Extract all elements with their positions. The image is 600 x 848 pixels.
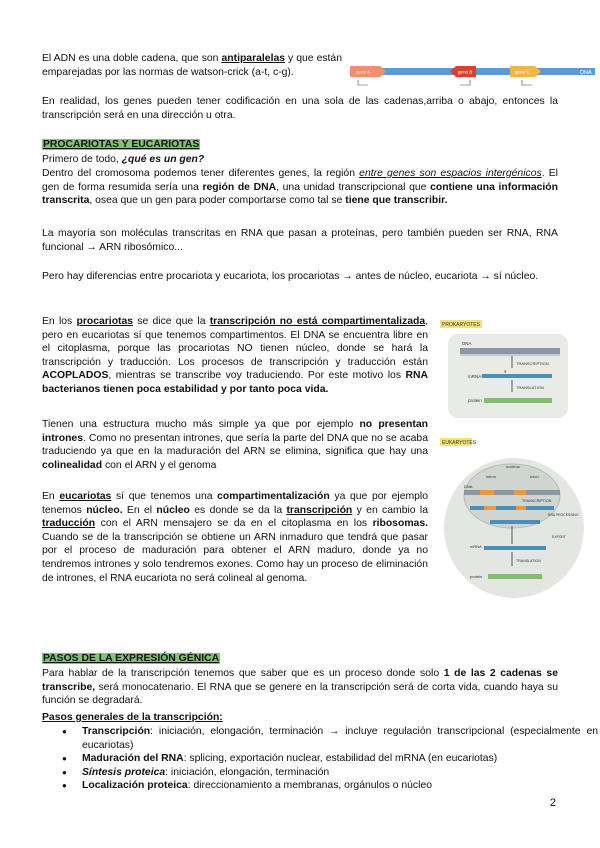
euk-processing-label: RNA PROCESSING xyxy=(548,513,579,517)
euk-mature-mrna xyxy=(490,520,540,524)
euk-translation-label: TRANSLATION xyxy=(516,559,541,563)
gene-a-label: gene A xyxy=(356,69,371,75)
euk-pre-mrna xyxy=(470,506,554,510)
steps-list xyxy=(42,725,598,793)
euk-export-label: EXPORT xyxy=(552,535,566,539)
paragraph-introns: Tienen una estructura mucho más simple ya que por ejemplo no presentan intrones. Como no presentan intrones, que sería la parte del DNA que no se acaba traduciendo ya que en la maduración del ARN se elimina, significa que hay una colinealidad con el ARN y el genoma xyxy=(42,419,428,471)
euk-dna-strand xyxy=(464,490,560,495)
intro-paragraph: El ADN es una doble cadena, que son antiparalelas y que están emparejadas por las normas de watson-crick (a-t, c-g). xyxy=(42,53,342,78)
paragraph-gene-definition: Dentro del cromosoma podemos tener diferentes genes, la región entre genes son espacios intergénicos. El gen de forma resumida sería una región de DNA, una unidad transcripcional que contiene una información transcrita, osea que un gen para poder comportarse como tal se tiene que transcribir. xyxy=(42,168,558,207)
prok-protein-strand xyxy=(484,398,552,403)
prok-dna-strand xyxy=(460,348,560,354)
euk-intron-label: intron xyxy=(486,474,497,479)
euk-exon-label: exon xyxy=(530,474,539,479)
nucleus-shape xyxy=(464,464,560,528)
gene-c-label: gene C xyxy=(515,69,530,75)
prok-mrna-strand xyxy=(482,374,552,378)
direction-marker xyxy=(460,80,470,85)
dna-label: DNA xyxy=(580,69,592,76)
prok-protein-label: protein xyxy=(468,398,482,403)
paragraph-strand-coding: En realidad, los genes pueden tener codificación en una sola de las cadenas,arriba o abajo, entonces la transcripción será en una dirección u otra. xyxy=(42,96,558,121)
list-item: ● Localización proteica: direccionamiento a membranas, orgánulos o núcleo xyxy=(82,779,598,793)
paragraph-question: Primero de todo, ¿qué es un gen? xyxy=(42,154,205,165)
section-heading-prokaryotes-eukaryotes: PROCARIOTAS Y EUCARIOTAS xyxy=(43,139,200,150)
subheading-general-steps: Pasos generales de la transcripción: xyxy=(42,712,223,723)
paragraph-transcription-intro: Para hablar de la transcripción tenemos que saber que es un proceso donde solo 1 de las 2 cadenas se transcribe, será monocatenario. El RNA que se genere en la transcripción será de corta vida, cuando haya su función se degradará. xyxy=(42,668,558,707)
direction-marker xyxy=(522,80,532,85)
section-heading-gene-expression: PASOS DE LA EXPRESIÓN GÉNICA xyxy=(43,653,220,664)
list-item: ● Síntesis proteica: iniciación, elongación, terminación xyxy=(82,766,598,780)
prok-dna-label: DNA xyxy=(462,341,472,346)
euk-protein-label: protein xyxy=(470,574,483,579)
euk-protein-strand xyxy=(488,574,542,579)
gene-b-label: gene B xyxy=(458,69,473,75)
list-item: ● Transcripción: iniciación, elongación, terminación → incluye regulación transcripcional (especialmente en eucariotas) xyxy=(82,725,598,752)
paragraph-rna-types: La mayoría son moléculas transcritas en RNA que pasan a proteínas, pero también pueden ser RNA, RNA funcional → ARN ribosómico... xyxy=(42,228,558,253)
svg-text:5': 5' xyxy=(504,369,507,374)
paragraph-differences: Pero hay diferencias entre procariota y eucariota, los procariotas → antes de núcleo, eucariota → sí núcleo. xyxy=(42,271,539,282)
page-number: 2 xyxy=(549,797,556,809)
paragraph-prokaryotes: En los procariotas se dice que la transcripción no está compartimentalizada, pero en eucariotas sí que tenemos compartimentos. El DNA se encuentra libre en el citoplasma, porque las procariotas NO tienen núcleo, donde se hará la transcripción y traducción. Los procesos de transcripción y traducción están ACOPLADOS, mientras se transcribe voy traduciendo. Por este motivo los RNA bacterianos tienen poca estabilidad y por tanto poca vida. xyxy=(42,316,428,395)
euk-transcription-label: TRANSCRIPTION xyxy=(522,499,552,503)
list-item: ● Maduración del RNA: splicing, exportación nuclear, estabilidad del mRNA (en eucariotas) xyxy=(82,752,598,766)
prokaryotes-figure xyxy=(440,320,580,420)
gene-strand-figure xyxy=(350,60,595,88)
euk-dna-label: DNA xyxy=(464,484,473,489)
eukaryotes-title: EUKARYOTES xyxy=(442,440,477,446)
euk-nucleus-label: nucleus xyxy=(506,464,520,469)
eukaryotes-figure xyxy=(440,438,585,600)
prok-transcription-label: TRANSCRIPTION xyxy=(516,361,549,366)
direction-marker xyxy=(358,80,368,85)
paragraph-eukaryotes: En eucariotas sí que tenemos una compartimentalización ya que por ejemplo tenemos núcleo. En el núcleo es donde se da la transcripción y en cambio la traducción con el ARN mensajero se da en el citoplasma en los ribosomas. Cuando se de la transcripción se obtiene un ARN inmaduro que tendrá que pasar por el proceso de maduración para obtener el ARN maduro, donde ya no tendremos intrones y solo tendremos exones. Como hay un proceso de eliminación de intrones, el RNA eucariota no será colineal al genoma. xyxy=(42,491,428,584)
prok-translation-label: TRANSLATION xyxy=(516,385,544,390)
prokaryotes-title: PROKARYOTES xyxy=(442,322,480,328)
euk-mrna-label: mRNA xyxy=(470,544,482,549)
prok-mrna-label: mRNA xyxy=(468,374,482,379)
